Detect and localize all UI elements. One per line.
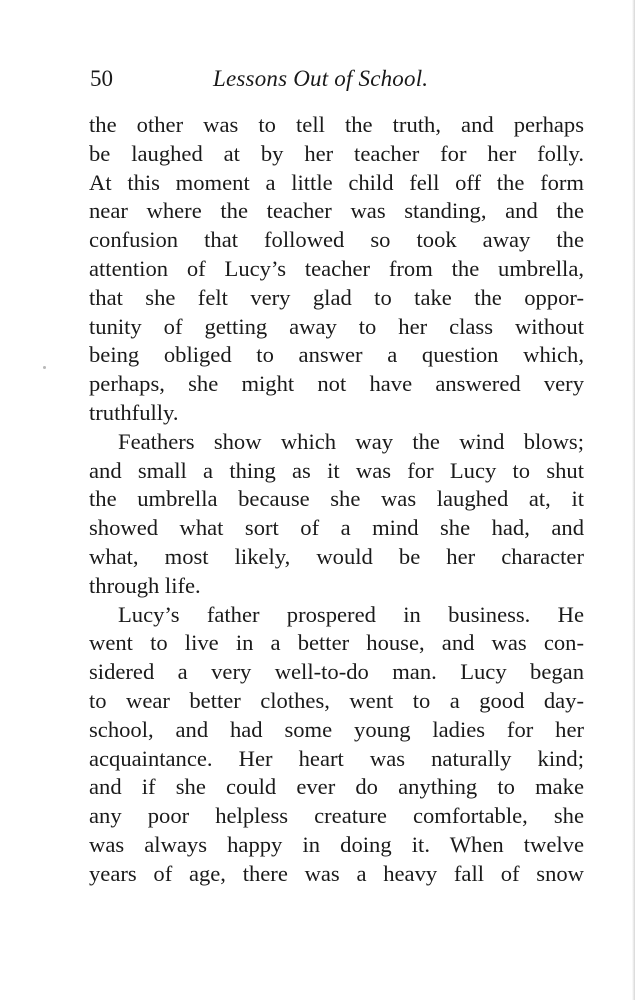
text-line: At this moment a little child fell off the form (89, 169, 584, 195)
text-line: went to live in a better house, and was con- (89, 630, 584, 656)
text-line: through life. (89, 572, 201, 598)
text-line: any poor helpless creature comfortable, she (89, 803, 584, 829)
text-line: that she felt very glad to take the oppor- (89, 284, 584, 310)
text-line: truthfully. (89, 399, 179, 425)
paragraph (89, 111, 584, 428)
paper-speck (43, 366, 46, 369)
text-line: sidered a very well-to-do man. Lucy began (89, 659, 584, 685)
text-line: what, most likely, would be her character (89, 543, 584, 569)
text-line: to wear better clothes, went to a good day- (89, 687, 584, 713)
paragraph (89, 428, 584, 601)
text-line: tunity of getting away to her class without (89, 313, 584, 339)
text-line: school, and had some young ladies for her (89, 716, 584, 742)
paragraph (89, 601, 584, 889)
text-line: confusion that followed so took away the (89, 227, 584, 253)
text-line: the other was to tell the truth, and perhaps (89, 112, 584, 137)
text-line: perhaps, she might not have answered very (89, 371, 584, 397)
running-head (90, 62, 590, 96)
text-line: the umbrella because she was laughed at, it (89, 486, 584, 512)
text-line: and if she could ever do anything to make (89, 774, 584, 800)
page-number: 50 (90, 66, 113, 91)
running-title: Lessons Out of School. (213, 66, 429, 91)
text-line: showed what sort of a mind she had, and (89, 515, 584, 541)
text-line: be laughed at by her teacher for her folly. (89, 140, 584, 166)
text-line: years of age, there was a heavy fall of snow (89, 860, 584, 886)
body-text (89, 111, 584, 889)
text-line: Feathers show which way the wind blows; (118, 428, 584, 454)
text-line: near where the teacher was standing, and the (89, 198, 584, 224)
text-line: attention of Lucy’s teacher from the umbrella, (89, 255, 584, 281)
text-line: Lucy’s father prospered in business. He (118, 601, 584, 627)
text-line: was always happy in doing it. When twelve (89, 831, 584, 857)
text-line: being obliged to answer a question which, (89, 342, 584, 368)
text-line: acquaintance. Her heart was naturally kind; (89, 745, 584, 771)
text-line: and small a thing as it was for Lucy to shut (89, 457, 584, 483)
